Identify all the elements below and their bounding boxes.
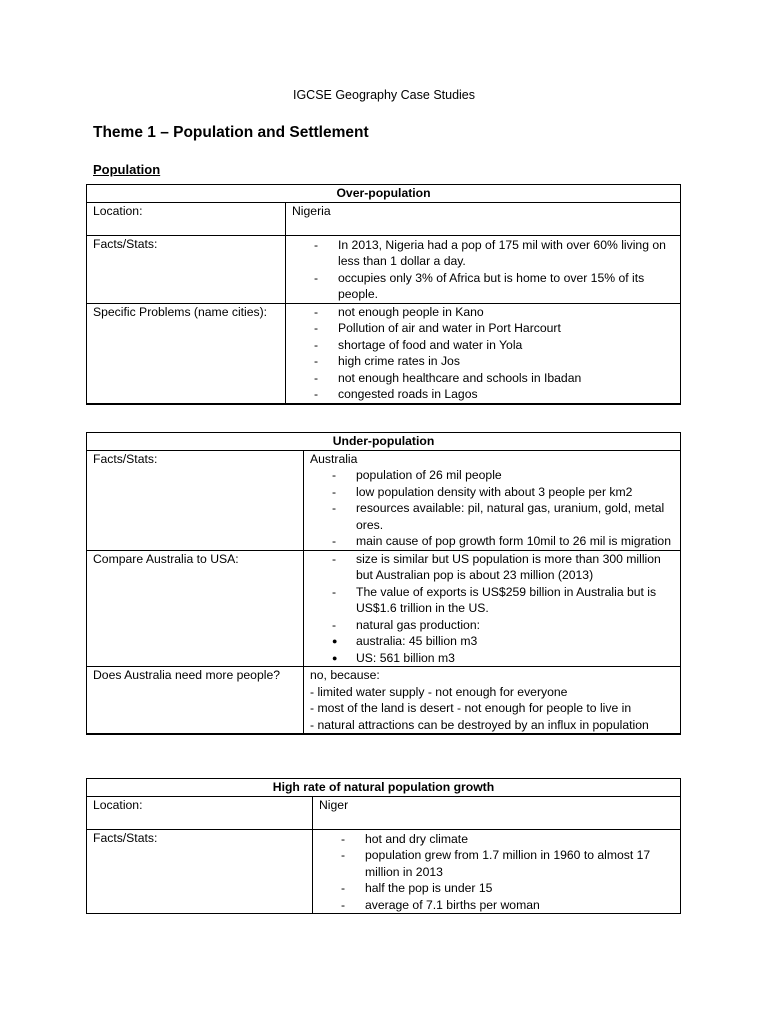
facts-list [319,830,674,914]
location-label: Location: [87,202,286,235]
document-header: IGCSE Geography Case Studies [292,88,476,102]
list-item: - average of 7.1 births per woman [319,897,674,914]
facts-list [292,236,674,303]
list-item: - The value of exports is US$259 billion in Australia but is US$1.6 trillion in the US. [310,584,674,617]
theme-heading: Theme 1 – Population and Settlement [93,124,369,141]
need-line: - limited water supply - not enough for everyone [310,684,568,699]
gas-list [310,633,674,666]
compare-list [310,551,674,634]
problems-list [292,304,674,403]
underpopulation-table [86,432,681,735]
list-item: - not enough people in Kano [292,304,674,321]
list-item: - main cause of pop growth form 10mil to 26 mil is migration [310,533,674,550]
facts-label: Facts/Stats: [87,235,286,303]
need-label: Does Australia need more people? [87,667,304,735]
need-line: - natural attractions can be destroyed by an influx in population [310,717,649,732]
list-item: - hot and dry climate [319,831,674,848]
list-item: ● australia: 45 billion m3 [310,633,674,650]
overpopulation-table [86,184,681,405]
list-item: - half the pop is under 15 [319,880,674,897]
list-item: - low population density with about 3 people per km2 [310,484,674,501]
overpopulation-title: Over-population [87,185,681,203]
underpopulation-title: Under-population [87,433,681,451]
location-value: Nigeria [286,202,681,235]
facts-label: Facts/Stats: [87,450,304,550]
list-item: - size is similar but US population is more than 300 million but Australian pop is about 23 million (2013) [310,551,674,584]
list-item: - not enough healthcare and schools in Ibadan [292,370,674,387]
location-label: Location: [87,796,313,829]
facts-list [310,467,674,550]
list-item: ● US: 561 billion m3 [310,650,674,667]
need-line: - most of the land is desert - not enough for people to live in [310,701,632,715]
problems-label: Specific Problems (name cities): [87,303,286,404]
list-item: - population of 26 mil people [310,467,674,484]
list-item: - shortage of food and water in Yola [292,337,674,354]
compare-label: Compare Australia to USA: [87,550,304,667]
list-item: - occupies only 3% of Africa but is home to over 15% of its people. [292,270,674,303]
growth-table [86,778,681,914]
location-value: Niger [313,796,681,829]
list-item: - population grew from 1.7 million in 1960 to almost 17 million in 2013 [319,847,674,880]
list-item: - high crime rates in Jos [292,353,674,370]
list-item: - resources available: pil, natural gas, uranium, gold, metal ores. [310,500,674,533]
growth-title: High rate of natural population growth [87,779,681,797]
facts-heading: Australia [310,451,358,466]
facts-label: Facts/Stats: [87,829,313,914]
list-item: - natural gas production: [310,617,674,634]
section-heading: Population [93,162,161,177]
list-item: - congested roads in Lagos [292,386,674,403]
list-item: - In 2013, Nigeria had a pop of 175 mil with over 60% living on less than 1 dollar a day. [292,237,674,270]
list-item: - Pollution of air and water in Port Harcourt [292,320,674,337]
need-line: no, because: [310,668,380,682]
